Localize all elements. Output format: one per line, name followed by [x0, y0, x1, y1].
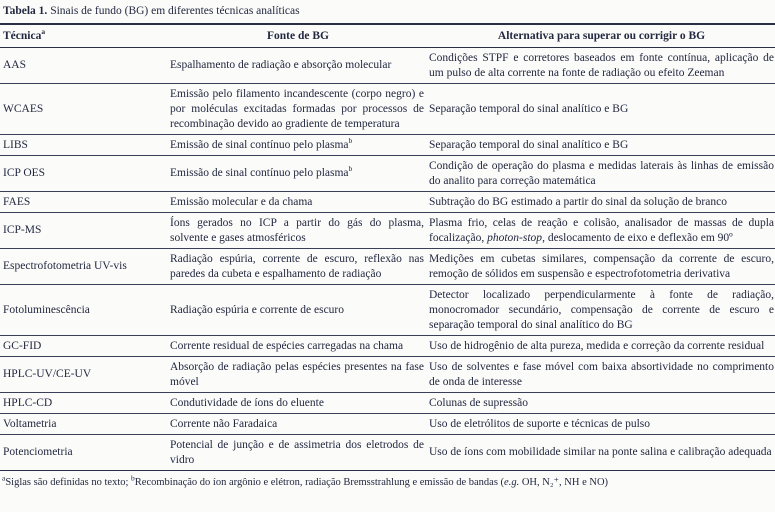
technique-cell: FAES [0, 192, 168, 213]
technique-cell: Potenciometria [3, 446, 73, 458]
technique-cell: WCAES [0, 84, 168, 135]
source-cell [168, 135, 428, 156]
header-cell-alternativa: Alternativa para superar ou corrigir o BG [428, 24, 775, 48]
footnote-marker-b: b [131, 473, 135, 483]
alternative-cell: Uso de hidrogênio de alta pureza, medida e correção da corrente residual [428, 336, 775, 357]
alternative-cell: Uso de solventes e fase móvel com baixa absortividade no comprimento de onda de interesse [428, 357, 775, 393]
table-row [0, 156, 775, 192]
table-row [0, 213, 775, 249]
table-row [0, 336, 775, 357]
table-row [0, 48, 775, 84]
alternative-cell: Colunas de supressão [428, 393, 775, 414]
footnote-text: Recombinação do íon argônio e elétron, radiação Bremsstrahlung e emissão de bandas ( [134, 477, 505, 488]
source-cell: Potencial de junção e de assimetria dos eletrodos de vidro [170, 438, 424, 466]
source-cell: Corrente residual de espécies carregadas na chama [168, 336, 428, 357]
source-cell [168, 156, 428, 192]
header-tecnica-label: Técnica [3, 30, 42, 42]
source-footnote-marker: b [348, 135, 353, 145]
table-row [0, 393, 775, 414]
technique-cell: Voltametria [0, 414, 168, 435]
table-footnote [0, 471, 775, 489]
source-cell: Espalhamento de radiação e absorção molecular [168, 48, 428, 84]
technique-cell: HPLC-CD [0, 393, 168, 414]
source-cell: Condutividade de íons do eluente [168, 393, 428, 414]
alternative-cell [428, 213, 775, 249]
source-footnote-marker: b [348, 164, 353, 174]
alternative-cell: Uso de íons com mobilidade similar na ponte salina e calibração adequada [429, 446, 772, 458]
table-row [0, 414, 775, 435]
table-row [0, 192, 775, 213]
alternative-cell: Subtração do BG estimado a partir do sinal da solução de branco [428, 192, 775, 213]
source-cell: Corrente não Faradaica [168, 414, 428, 435]
source-cell: Emissão molecular e da chama [168, 192, 428, 213]
alternative-cell: Separação temporal do sinal analítico e BG [428, 135, 775, 156]
table-caption [3, 3, 775, 23]
header-cell-fonte: Fonte de BG [168, 24, 428, 48]
technique-cell: ICP-MS [0, 213, 168, 249]
header-tecnica-footnote-marker: a [41, 27, 46, 37]
alternative-text: Plasma frio, celas de reação e colisão, analisador de massas de dupla focalização, [429, 216, 774, 244]
technique-cell: GC-FID [0, 336, 168, 357]
source-text: Emissão de sinal contínuo pelo plasma [170, 138, 349, 151]
header-cell-tecnica [0, 24, 168, 48]
alternative-cell: Detector localizado perpendicularmente à fonte de radiação, monocromador secundário, compensação de corrente de escuro e separação temporal do sinal analítico do BG [428, 285, 775, 336]
source-cell: Absorção de radiação pelas espécies presentes na fase móvel [168, 357, 428, 393]
technique-cell: Espectrofotometria UV-vis [0, 249, 168, 285]
table-caption-label: Tabela 1. [3, 5, 48, 17]
technique-cell: HPLC-UV/CE-UV [0, 357, 168, 393]
footnote-marker-a: a [2, 473, 6, 483]
source-text: Emissão de sinal contínuo pelo plasma [170, 167, 349, 179]
table-row [0, 357, 775, 393]
table-row [0, 435, 775, 471]
alternative-italic-term: photon-stop [487, 231, 543, 244]
source-cell: Radiação espúria, corrente de escuro, reflexão nas paredes da cubeta e espalhamento de radiação [168, 249, 428, 285]
footnote-italic-eg: e.g. [504, 477, 520, 488]
footnote-text: OH, N₂⁺, NH e NO) [519, 477, 609, 488]
alternative-cell: Separação temporal do sinal analítico e BG [428, 84, 775, 135]
source-cell: Íons gerados no ICP a partir do gás do plasma, solvente e gases atmosféricos [168, 213, 428, 249]
technique-cell: AAS [0, 48, 168, 84]
alternative-text: , deslocamento de eixo e deflexão em 90º [542, 231, 733, 244]
footnote-text: Siglas são definidas no texto; [5, 477, 132, 488]
technique-cell: ICP OES [0, 156, 168, 192]
table-caption-text: Sinais de fundo (BG) em diferentes técnicas analíticas [50, 5, 300, 17]
table-row [0, 84, 775, 135]
alternative-cell: Medições em cubetas similares, compensação da corrente de escuro, remoção de sólidos em suspensão e espectrofotometria derivativa [428, 249, 775, 285]
alternative-cell: Condições STPF e corretores baseados em fonte contínua, aplicação de um pulso de alta corrente na fonte de radiação ou efeito Zeeman [428, 48, 775, 84]
background-signals-table [0, 23, 775, 471]
technique-cell: LIBS [0, 135, 168, 156]
source-cell: Radiação espúria e corrente de escuro [168, 285, 428, 336]
table-row [0, 135, 775, 156]
alternative-cell: Uso de eletrólitos de suporte e técnicas de pulso [428, 414, 775, 435]
source-cell: Emissão pelo filamento incandescente (corpo negro) e por moléculas excitadas formadas por processos de recombinação devido ao gradiente de temperatura [168, 84, 428, 135]
header-row [0, 24, 775, 48]
table-row [0, 249, 775, 285]
alternative-cell: Condição de operação do plasma e medidas laterais às linhas de emissão do analito para correção matemática [428, 156, 775, 192]
technique-cell: Fotoluminescência [0, 285, 168, 336]
table-row [0, 285, 775, 336]
